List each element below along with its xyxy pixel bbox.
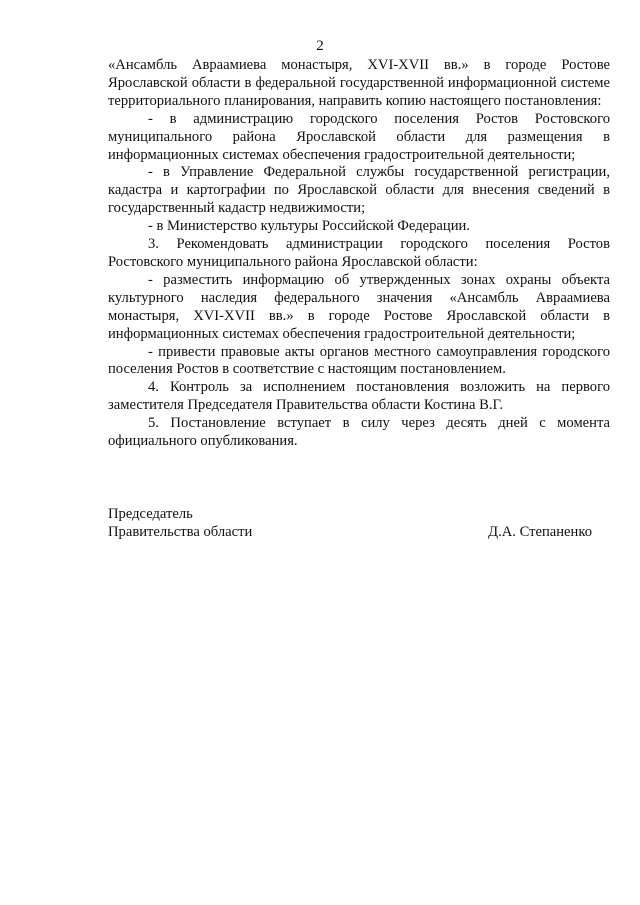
page-number: 2: [316, 38, 324, 54]
document-body: [108, 57, 610, 451]
paragraph-continuation: «Ансамбль Авраамиева монастыря, XVI-XVII вв.» в городе Ростове Ярославской области в федеральной государственной информационной системе территориального планирования, направить копию настоящего постановления:: [108, 57, 610, 109]
paragraph-item-5: 5. Постановление вступает в силу через десять дней с момента официального опубликования.: [108, 415, 610, 450]
paragraph-recipient-ministry: - в Министерство культуры Российской Федерации.: [148, 218, 470, 235]
paragraph-item-4: 4. Контроль за исполнением постановления возложить на первого заместителя Председателя Правительства области Костина В.Г.: [108, 379, 610, 414]
paragraph-item-3-legal-acts: - привести правовые акты органов местного самоуправления городского поселения Ростов в соответствие с настоящим постановлением.: [108, 343, 610, 378]
signatory-title-line2: Правительства области: [108, 523, 253, 540]
signature-row: [108, 524, 592, 542]
signatory-title-line1: Председатель: [108, 506, 193, 522]
paragraph-recipient-administration: - в администрацию городского поселения Ростов Ростовского муниципального района Ярославской области для размещения в информационных системах обеспечения градостроительной деятельности;: [108, 110, 610, 163]
paragraph-recipient-rosreestr: - в Управление Федеральной службы государственной регистрации, кадастра и картографии по Ярославской области для внесения сведений в государственный кадастр недвижимости;: [108, 164, 610, 217]
signatory-name: Д.А. Степаненко: [488, 523, 592, 540]
signature-block: [108, 506, 592, 542]
paragraph-item-3-publish: - разместить информацию об утвержденных зонах охраны объекта культурного наследия федерального значения «Ансамбль Авраамиева монастыря, XVI-XVII вв.» в городе Ростове Ярославской области в информационных системах обеспечения градостроительной деятельности;: [108, 271, 610, 342]
paragraph-item-3: 3. Рекомендовать администрации городского поселения Ростов Ростовского муниципального района Ярославской области:: [108, 236, 610, 270]
